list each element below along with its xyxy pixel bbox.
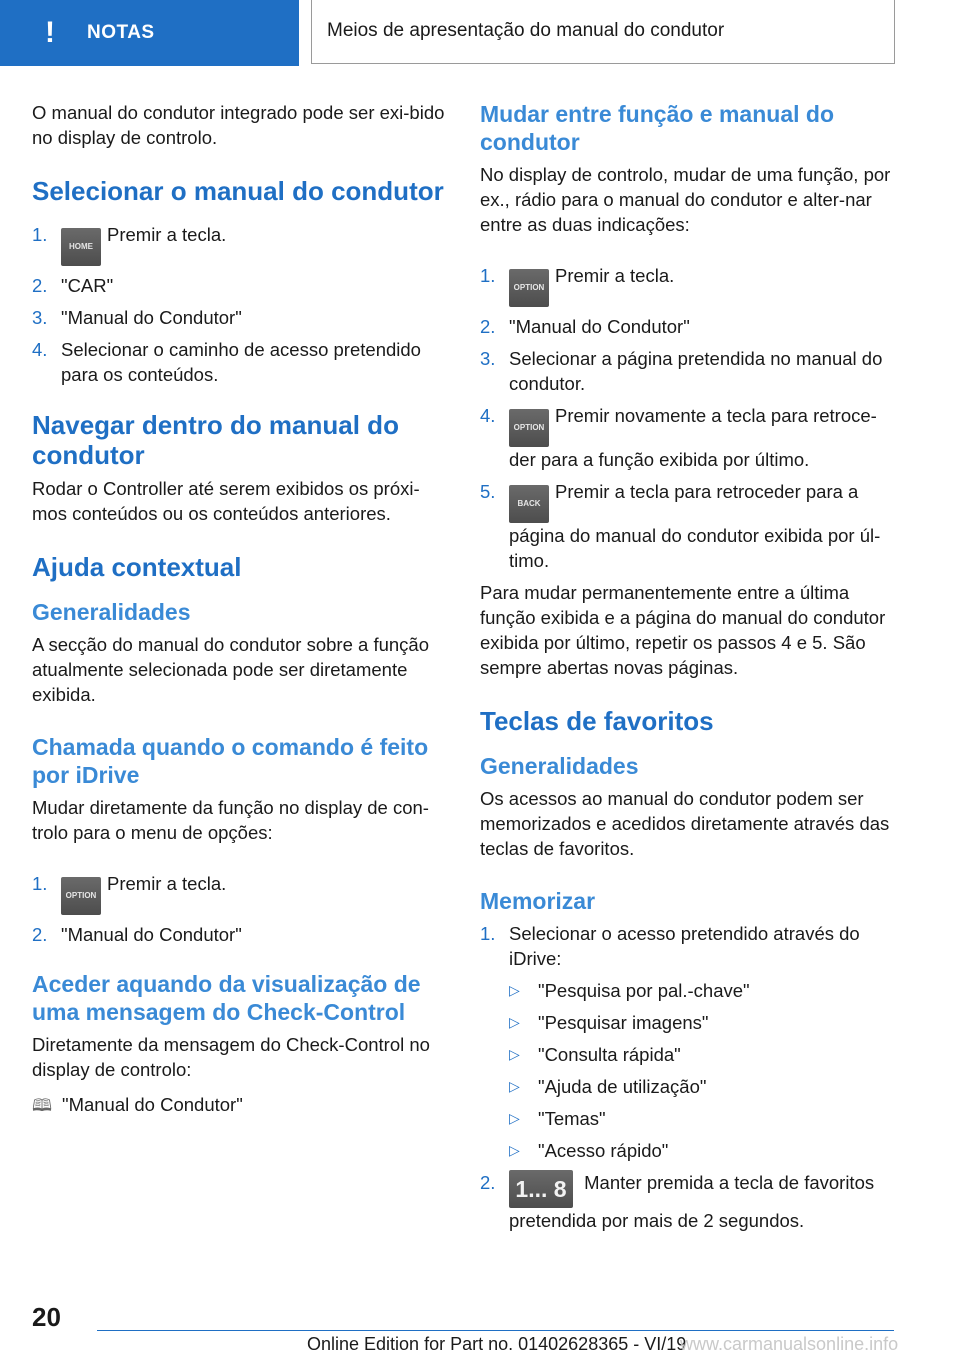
intro-text: O manual do condutor integrado pode ser exi-bido no display de controlo. xyxy=(32,102,445,148)
option-item xyxy=(509,1138,900,1163)
step-item xyxy=(480,263,900,307)
bullet-triangle-icon: ▷ xyxy=(509,1014,520,1030)
step-text: Premir a tecla. xyxy=(107,873,227,894)
watermark: www.carmanualsonline.info xyxy=(680,1334,899,1354)
step-text: Selecionar o caminho de acesso pretendido para os conteúdos. xyxy=(61,339,421,385)
option-item xyxy=(509,1010,900,1035)
general-text: A secção do manual do condutor sobre a função atualmente selecionada pode ser diretamente exibida. xyxy=(32,634,429,705)
idrive-call-text: Mudar diretamente da função no display de con-trolo para o menu de opções: xyxy=(32,797,429,843)
option-item xyxy=(509,1042,900,1067)
memorize-steps xyxy=(480,921,900,1233)
step-item xyxy=(480,479,900,573)
step-text: "Manual do Condutor" xyxy=(61,307,242,328)
step-text: Selecionar o acesso pretendido através do iDrive: xyxy=(509,923,860,969)
step-text: Selecionar a página pretendida no manual do condutor. xyxy=(509,348,883,394)
step-number: 4. xyxy=(32,339,48,360)
step-text: Premir a tecla para retroceder para a página do manual do condutor exibida por úl-timo. xyxy=(509,481,881,571)
edition-text: Online Edition for Part no. 01402628365 - VI/19 xyxy=(307,1334,687,1354)
bullet-triangle-icon: ▷ xyxy=(509,1142,520,1158)
favorites-heading: Teclas de favoritos xyxy=(480,706,714,736)
option-label: "Consulta rápida" xyxy=(538,1044,681,1065)
switch-heading: Mudar entre função e manual do condutor xyxy=(480,101,834,155)
page-number: 20 xyxy=(32,1302,61,1332)
favorites-key-icon: 1... 8 xyxy=(509,1170,573,1208)
step-number: 1. xyxy=(480,265,496,286)
left-column xyxy=(32,100,448,1118)
step-number: 2. xyxy=(32,275,48,296)
step-number: 1. xyxy=(480,923,496,944)
step-item xyxy=(32,273,448,298)
step-item xyxy=(480,403,900,472)
option-item xyxy=(509,1074,900,1099)
option-label: "Temas" xyxy=(538,1108,606,1129)
option-label: "Pesquisa por pal.-chave" xyxy=(538,980,750,1001)
bullet-triangle-icon: ▷ xyxy=(509,1110,520,1126)
step-item xyxy=(32,305,448,330)
memorize-options xyxy=(509,978,900,1163)
idrive-call-steps xyxy=(32,871,448,947)
favorites-general-text: Os acessos ao manual do condutor podem ser memorizados e acedidos diretamente através das teclas de favoritos. xyxy=(480,788,890,859)
right-column xyxy=(480,100,900,1240)
step-item xyxy=(32,222,448,266)
check-control-item-label: "Manual do Condutor" xyxy=(62,1094,243,1115)
navigate-heading: Navegar dentro do manual do condutor xyxy=(32,410,399,470)
option-label: "Acesso rápido" xyxy=(538,1140,669,1161)
chapter-box xyxy=(311,0,895,64)
step-number: 3. xyxy=(32,307,48,328)
memorize-step xyxy=(480,1170,900,1233)
switch-note: Para mudar permanentemente entre a última função exibida e a página do manual do condutor exibida por último, repetir os passos 4 e 5. São sempre abertas novas páginas. xyxy=(480,582,886,678)
step-item xyxy=(32,871,448,915)
switch-text: No display de controlo, mudar de uma função, por ex., rádio para o manual do condutor e alter-nar entre as duas indicações: xyxy=(480,164,891,235)
step-number: 2. xyxy=(32,924,48,945)
chapter-title: Meios de apresentação do manual do condutor xyxy=(327,20,725,41)
back-key-icon: BACK xyxy=(509,485,549,523)
step-number: 1. xyxy=(32,224,48,245)
step-item xyxy=(480,346,900,396)
page-header xyxy=(0,0,960,66)
step-number: 3. xyxy=(480,348,496,369)
check-control-heading: Aceder aquando da visualização de uma mensagem do Check-Control xyxy=(32,971,421,1025)
switch-steps xyxy=(480,263,900,573)
memorize-heading: Memorizar xyxy=(480,888,596,914)
option-item xyxy=(509,1106,900,1131)
step-number: 4. xyxy=(480,405,496,426)
memorize-step xyxy=(480,921,900,1163)
home-key-icon: HOME xyxy=(61,228,101,266)
check-control-item xyxy=(32,1092,448,1118)
navigate-text: Rodar o Controller até serem exibidos os próxi-mos conteúdos ou os conteúdos anteriores. xyxy=(32,478,420,524)
step-item xyxy=(480,314,900,339)
bullet-triangle-icon: ▷ xyxy=(509,1078,520,1094)
step-text: "CAR" xyxy=(61,275,114,296)
step-number: 1. xyxy=(32,873,48,894)
step-item xyxy=(32,922,448,947)
section-tab xyxy=(0,0,299,66)
favorites-general-heading: Generalidades xyxy=(480,753,639,779)
option-key-icon: OPTION xyxy=(509,269,549,307)
step-number: 5. xyxy=(480,481,496,502)
step-text: "Manual do Condutor" xyxy=(61,924,242,945)
step-text: Premir a tecla. xyxy=(107,224,227,245)
idrive-call-heading: Chamada quando o comando é feito por iDrive xyxy=(32,734,429,788)
step-number: 2. xyxy=(480,1172,496,1193)
select-manual-heading: Selecionar o manual do condutor xyxy=(32,176,444,206)
step-text: Premir a tecla. xyxy=(555,265,675,286)
option-key-icon: OPTION xyxy=(509,409,549,447)
step-number: 2. xyxy=(480,316,496,337)
general-heading: Generalidades xyxy=(32,599,191,625)
bullet-triangle-icon: ▷ xyxy=(509,1046,520,1062)
option-item xyxy=(509,978,900,1003)
step-item xyxy=(32,337,448,387)
option-label: "Ajuda de utilização" xyxy=(538,1076,707,1097)
manual-book-icon: 🕮 xyxy=(32,1096,53,1115)
step-text: Premir novamente a tecla para retroce-der para a função exibida por último. xyxy=(509,405,877,470)
step-text: "Manual do Condutor" xyxy=(509,316,690,337)
option-key-icon: OPTION xyxy=(61,877,101,915)
select-steps xyxy=(32,222,448,387)
context-help-heading: Ajuda contextual xyxy=(32,552,242,582)
footer-divider xyxy=(97,1330,894,1331)
exclamation-icon: ! xyxy=(45,16,55,49)
bullet-triangle-icon: ▷ xyxy=(509,982,520,998)
step-text: Manter premida a tecla de favoritos pretendida por mais de 2 segundos. xyxy=(509,1172,875,1231)
section-label: NOTAS xyxy=(87,22,155,43)
check-control-text: Diretamente da mensagem do Check-Control no display de controlo: xyxy=(32,1034,430,1080)
option-label: "Pesquisar imagens" xyxy=(538,1012,709,1033)
